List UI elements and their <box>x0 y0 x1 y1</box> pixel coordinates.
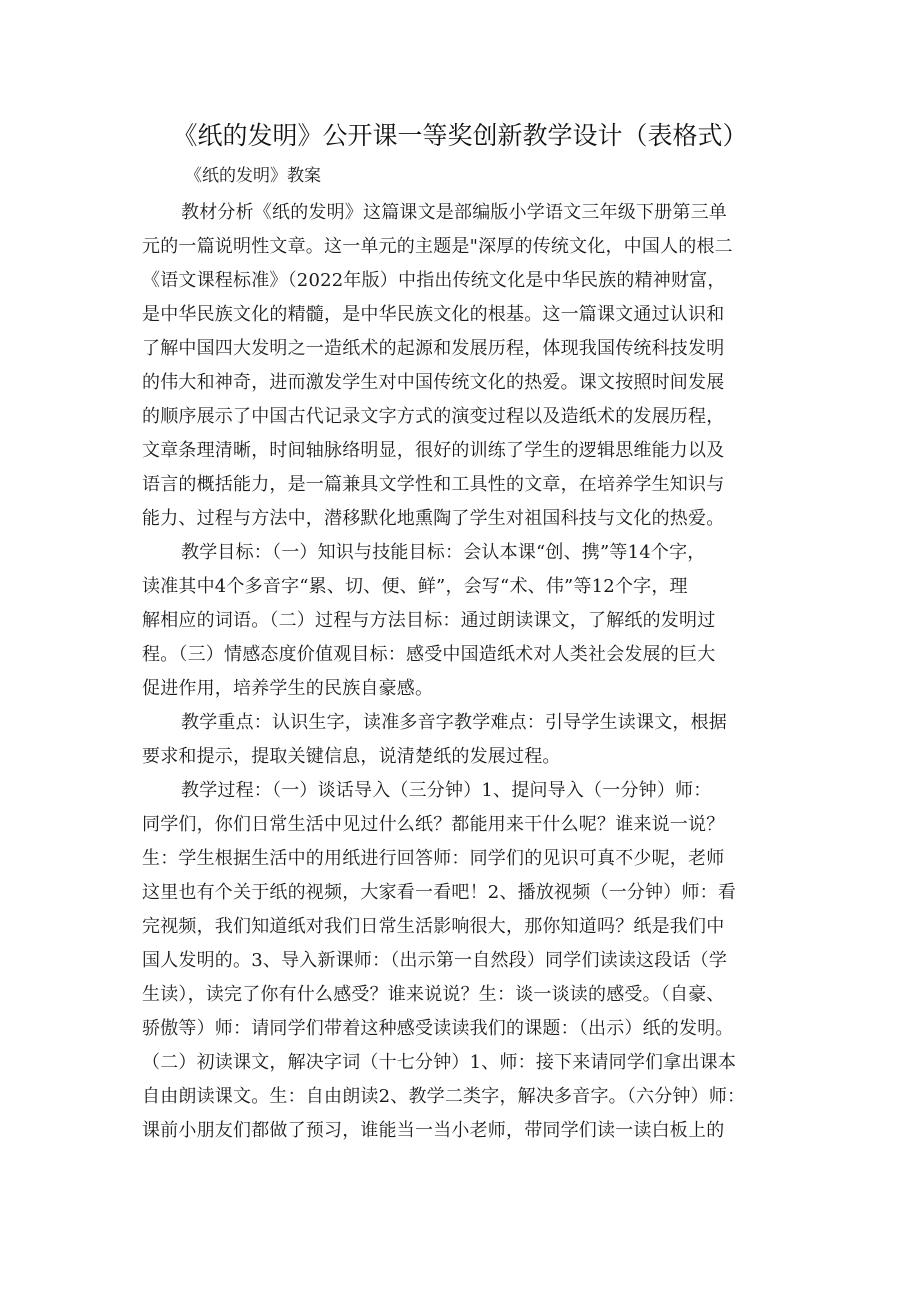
paragraph-line: 的顺序展示了中国古代记录文字方式的演变过程以及造纸术的发展历程， <box>142 406 725 427</box>
paragraph-line: 能力、过程与方法中，潜移默化地熏陶了学生对祖国科技与文化的热爱。 <box>142 508 725 529</box>
paragraph-line: 促进作用，培养学生的民族自豪感。 <box>142 678 434 699</box>
paragraph-line: 了解中国四大发明之一造纸术的起源和发展历程，体现我国传统科技发明 <box>142 338 725 359</box>
paragraph-line: 教材分析《纸的发明》这篇课文是部编版小学语文三年级下册第三单 <box>181 202 727 223</box>
paragraph-line: 要求和提示，提取关键信息，说清楚纸的发展过程。 <box>142 746 561 767</box>
paragraph-line: 教学目标：（一）知识与技能目标：会认本课“创、携”等14个字， <box>181 542 706 563</box>
paragraph-line: 骄傲等）师：请同学们带着这种感受读读我们的课题：（出示）纸的发明。 <box>142 1018 734 1039</box>
paragraph-line: 的伟大和神奇，进而激发学生对中国传统文化的热爱。课文按照时间发展 <box>142 372 725 393</box>
paragraph-line: 是中华民族文化的精髓，是中华民族文化的根基。这一篇课文通过认识和 <box>142 304 725 325</box>
paragraph-line: 语言的概括能力，是一篇兼具文学性和工具性的文章，在培养学生知识与 <box>142 474 725 495</box>
paragraph-line: 课前小朋友们都做了预习，谁能当一当小老师，带同学们读一读白板上的 <box>142 1120 725 1141</box>
paragraph-line: （二）初读课文，解决字词（十七分钟）1、师：接下来请同学们拿出课本 <box>142 1052 737 1073</box>
paragraph-line: 元的一篇说明性文章。这一单元的主题是"深厚的传统文化，中国人的根二 <box>142 236 733 257</box>
paragraph-line: 完视频，我们知道纸对我们日常生活影响很大，那你知道吗？纸是我们中 <box>142 916 725 937</box>
paragraph-line: 解相应的词语。（二）过程与方法目标：通过朗读课文，了解纸的发明过 <box>142 610 716 631</box>
paragraph-line: 教学过程：（一）谈话导入（三分钟）1、提问导入（一分钟）师： <box>181 780 712 801</box>
paragraph-line: 读准其中4个多音字“累、切、便、鲜”，会写“术、伟”等12个字，理 <box>142 576 688 597</box>
paragraph-line: 这里也有个关于纸的视频，大家看一看吧！2、播放视频（一分钟）师：看 <box>142 882 737 903</box>
paragraph-line: 《语文课程标准》（2022年版）中指出传统文化是中华民族的精神财富， <box>142 270 726 291</box>
paragraph-line: 自由朗读课文。生：自由朗读2、教学二类字，解决多音字。（六分钟）师： <box>142 1086 746 1107</box>
paragraph-line: 同学们，你们日常生活中见过什么纸？都能用来干什么呢？谁来说一说？ <box>142 814 725 835</box>
paragraph-line: 文章条理清晰，时间轴脉络明显，很好的训练了学生的逻辑思维能力以及 <box>142 440 725 461</box>
paragraph-line: 教学重点：认识生字，读准多音字教学难点：引导学生读课文，根据 <box>181 712 727 733</box>
paragraph-line: 国人发明的。3、导入新课师：（出示第一自然段）同学们读读这段话（学 <box>142 950 728 971</box>
paragraph-line: 程。（三）情感态度价值观目标：感受中国造纸术对人类社会发展的巨大 <box>142 644 716 665</box>
document-title: 《纸的发明》公开课一等奖创新教学设计（表格式） <box>172 121 748 150</box>
document-body <box>142 196 792 1148</box>
paragraph-line: 生读），读完了你有什么感受？谁来说说？生：谈一谈读的感受。（自豪、 <box>142 984 725 1005</box>
paragraph-line: 生：学生根据生活中的用纸进行回答师：同学们的见识可真不少呢，老师 <box>142 848 725 869</box>
document-subtitle: 《纸的发明》教案 <box>185 166 321 186</box>
